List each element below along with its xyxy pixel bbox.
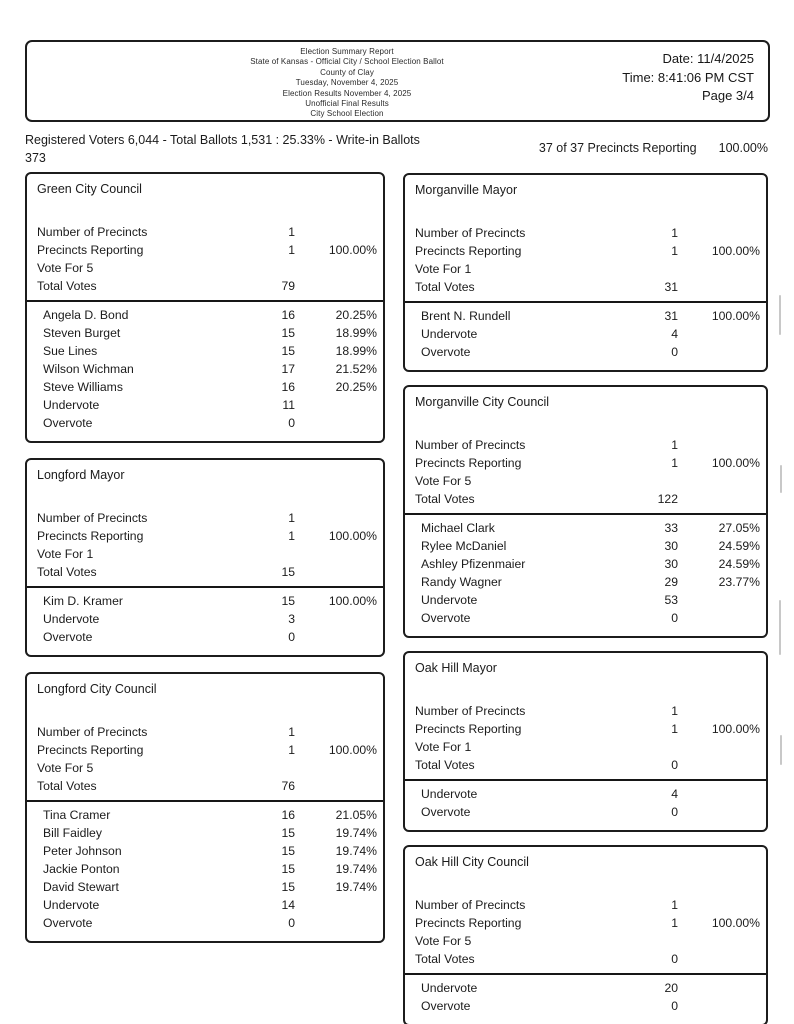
row-percent-value: 20.25% [335,380,377,394]
row-votes-value: 1 [671,456,678,470]
result-name: Undervote [43,898,100,912]
row-percent-value [678,950,760,968]
registered-voters-line: Registered Voters 6,044 - Total Ballots 1,531 : 25.33% - Write-in Ballots [25,133,420,147]
row-votes-value: 16 [281,808,295,822]
stat-row-number-of-precincts [27,223,383,241]
stat-row-precincts-reporting [27,241,383,259]
result-name: Undervote [421,593,478,607]
result-row [27,414,383,432]
contest-stats [405,702,766,774]
contest-box [25,172,385,443]
result-row [405,519,766,537]
result-row [27,306,383,324]
row-votes-value: 0 [671,758,678,772]
contest-stats [27,723,383,795]
contest-results [27,300,383,432]
stat-row-precincts-reporting [27,527,383,545]
stat-row-precincts-reporting [405,720,766,738]
contest-box [25,458,385,657]
row-percent-value: 27.05% [718,521,760,535]
stat-label: Number of Precincts [415,438,526,452]
row-votes-value: 15 [281,594,295,608]
stat-label: Precincts Reporting [415,244,522,258]
stat-row-vote-for [27,545,383,563]
stat-row-total-votes [27,563,383,581]
stat-label: Number of Precincts [37,725,148,739]
row-percent-value [295,610,377,628]
row-votes-value: 0 [288,916,295,930]
row-votes-value: 79 [281,279,295,293]
contest-title: Morganville City Council [415,395,550,409]
writein-ballots-count: 373 [25,151,46,165]
contest-stats [405,436,766,508]
contest-results [405,779,766,821]
row-percent-value: 100.00% [711,722,760,736]
contest-stats [405,224,766,296]
row-percent-value [678,785,760,803]
stat-label: Vote For 5 [37,761,94,775]
stat-row-total-votes [27,777,383,795]
precincts-reporting-text: 37 of 37 Precincts Reporting [538,141,697,155]
report-header-meta [622,50,754,106]
row-percent-value [678,803,760,821]
result-name: Undervote [43,398,100,412]
result-row [27,914,383,932]
result-row [405,343,766,361]
result-name: Steven Burget [43,326,121,340]
stat-row-vote-for [27,759,383,777]
row-percent-value: 19.74% [335,826,377,840]
row-votes-value: 1 [671,226,678,240]
contest-stats [27,509,383,581]
row-votes-value: 1 [288,743,295,757]
row-percent-value [295,509,377,527]
row-percent-value: 19.74% [335,844,377,858]
result-name: Rylee McDaniel [421,539,507,553]
row-percent-value [678,756,760,774]
row-votes-value: 122 [657,492,678,506]
row-percent-value [295,896,377,914]
row-percent-value: 24.59% [718,539,760,553]
row-percent-value [678,702,760,720]
stat-label: Precincts Reporting [37,529,144,543]
row-percent-value: 100.00% [328,243,377,257]
stat-row-total-votes [405,278,766,296]
result-name: Overvote [43,916,93,930]
row-votes-value: 1 [288,511,295,525]
contest-title: Longford City Council [37,682,157,696]
result-row [405,803,766,821]
result-name: Overvote [421,805,471,819]
row-percent-value [295,759,377,777]
result-row [27,806,383,824]
stat-row-vote-for [405,260,766,278]
result-name: Ashley Pfizenmaier [421,557,526,571]
contest-box [403,651,768,832]
row-percent-value: 19.74% [335,880,377,894]
stat-label: Total Votes [37,779,97,793]
registered-voters-summary [25,131,485,167]
result-name: David Stewart [43,880,119,894]
stat-label: Precincts Reporting [415,722,522,736]
row-votes-value [623,472,678,490]
contest-title: Longford Mayor [37,468,125,482]
report-header-line: Election Summary Report [300,47,394,56]
row-votes-value: 15 [281,565,295,579]
result-name: Steve Williams [43,380,123,394]
contest-box [25,672,385,943]
row-percent-value [678,490,760,508]
row-percent-value [295,563,377,581]
result-name: Brent N. Rundell [421,309,511,323]
row-votes-value: 20 [664,981,678,995]
result-name: Undervote [421,327,478,341]
row-votes-value: 15 [281,344,295,358]
contest-title: Oak Hill Mayor [415,661,497,675]
row-percent-value: 100.00% [711,456,760,470]
row-votes-value: 0 [288,416,295,430]
row-percent-value: 100.00% [328,594,377,608]
scan-artifact [780,735,782,765]
row-votes-value: 17 [281,362,295,376]
row-percent-value [678,278,760,296]
row-votes-value: 1 [288,725,295,739]
stat-row-vote-for [27,259,383,277]
row-votes-value: 1 [288,243,295,257]
contest-stats [405,896,766,968]
row-votes-value: 1 [671,704,678,718]
report-date: Date: 11/4/2025 [662,51,754,66]
result-name: Overvote [421,345,471,359]
stat-row-total-votes [405,950,766,968]
stat-label: Vote For 1 [37,547,94,561]
stat-row-number-of-precincts [27,723,383,741]
row-percent-value [295,414,377,432]
row-percent-value [678,979,760,997]
stat-row-number-of-precincts [27,509,383,527]
row-votes-value: 15 [281,326,295,340]
result-name: Overvote [421,999,471,1013]
row-percent-value [295,914,377,932]
scan-artifact [780,465,782,493]
contest-results [405,513,766,627]
result-name: Kim D. Kramer [43,594,123,608]
contest-box [403,385,768,638]
row-percent-value: 18.99% [335,344,377,358]
stat-label: Vote For 5 [415,934,472,948]
stat-row-number-of-precincts [405,224,766,242]
stat-label: Precincts Reporting [37,743,144,757]
report-page-number: Page 3/4 [701,88,754,103]
row-percent-value: 100.00% [328,529,377,543]
row-votes-value [240,759,295,777]
stat-row-precincts-reporting [405,914,766,932]
result-row [405,785,766,803]
scan-artifact [779,295,781,335]
result-name: Overvote [421,611,471,625]
contest-results [27,586,383,646]
stat-label: Total Votes [415,492,475,506]
row-votes-value: 31 [664,309,678,323]
row-votes-value: 1 [671,916,678,930]
result-row [27,396,383,414]
row-percent-value: 19.74% [335,862,377,876]
stat-label: Number of Precincts [37,511,148,525]
row-percent-value: 100.00% [711,244,760,258]
result-row [405,979,766,997]
row-votes-value: 0 [671,952,678,966]
result-name: Jackie Ponton [43,862,120,876]
result-name: Sue Lines [43,344,98,358]
result-row [405,537,766,555]
result-name: Tina Cramer [43,808,111,822]
result-name: Undervote [43,612,100,626]
report-header-line: State of Kansas - Official City / School Election Ballot [250,57,444,67]
row-votes-value: 3 [288,612,295,626]
result-row [27,628,383,646]
row-percent-value: 21.05% [335,808,377,822]
result-row [405,307,766,325]
row-votes-value [240,259,295,277]
row-percent-value [295,259,377,277]
result-name: Wilson Wichman [43,362,134,376]
row-percent-value [678,738,760,756]
stat-label: Number of Precincts [415,898,526,912]
result-row [27,342,383,360]
result-name: Undervote [421,981,478,995]
stat-label: Total Votes [415,280,475,294]
row-votes-value: 31 [664,280,678,294]
contest-title: Oak Hill City Council [415,855,529,869]
contest-results [405,973,766,1015]
row-percent-value: 23.77% [718,575,760,589]
stat-label: Total Votes [415,952,475,966]
result-row [27,878,383,896]
row-votes-value: 15 [281,844,295,858]
row-votes-value: 0 [671,999,678,1013]
row-votes-value: 4 [671,787,678,801]
contest-title: Green City Council [37,182,142,196]
contest-column-right [403,173,768,1024]
result-name: Bill Faidley [43,826,102,840]
row-percent-value [295,777,377,795]
row-votes-value [623,260,678,278]
stat-label: Number of Precincts [415,704,526,718]
row-votes-value: 0 [671,345,678,359]
stat-label: Precincts Reporting [415,456,522,470]
result-row [405,573,766,591]
report-header-line: City School Election [310,109,384,119]
report-header-line: Election Results November 4, 2025 [282,88,412,98]
stat-label: Number of Precincts [37,225,148,239]
row-percent-value [678,325,760,343]
row-percent-value: 20.25% [335,308,377,322]
stat-row-vote-for [405,472,766,490]
result-name: Michael Clark [421,521,495,535]
stat-label: Number of Precincts [415,226,526,240]
result-name: Randy Wagner [421,575,502,589]
row-percent-value [295,628,377,646]
result-row [27,592,383,610]
row-percent-value [678,591,760,609]
row-votes-value [240,545,295,563]
contest-box [403,845,768,1024]
report-header-box [25,40,770,122]
row-percent-value [678,609,760,627]
result-row [405,609,766,627]
result-row [405,325,766,343]
contest-stats [27,223,383,295]
stat-label: Total Votes [415,758,475,772]
precincts-reporting-percent: 100.00% [718,141,768,155]
stat-row-number-of-precincts [405,436,766,454]
row-votes-value: 15 [281,862,295,876]
result-row [27,378,383,396]
row-votes-value: 30 [664,557,678,571]
row-percent-value [678,896,760,914]
precincts-reporting-summary [539,141,768,155]
row-votes-value: 1 [671,722,678,736]
row-votes-value: 1 [671,438,678,452]
row-votes-value: 1 [288,529,295,543]
contest-results [405,301,766,361]
row-percent-value [678,343,760,361]
contest-title: Morganville Mayor [415,183,518,197]
stat-label: Precincts Reporting [37,243,144,257]
row-votes-value: 1 [671,898,678,912]
row-votes-value: 30 [664,539,678,553]
row-percent-value [295,396,377,414]
row-votes-value: 11 [282,398,295,412]
stat-row-precincts-reporting [405,454,766,472]
result-row [405,997,766,1015]
row-percent-value [295,723,377,741]
result-name: Angela D. Bond [43,308,129,322]
result-row [27,824,383,842]
stat-row-precincts-reporting [405,242,766,260]
stat-label: Total Votes [37,565,97,579]
scan-artifact [779,600,781,655]
row-votes-value: 14 [281,898,295,912]
stat-label: Vote For 1 [415,262,472,276]
row-votes-value: 29 [664,575,678,589]
row-percent-value: 18.99% [335,326,377,340]
result-row [27,610,383,628]
row-votes-value [623,932,678,950]
report-header-line: Unofficial Final Results [305,99,389,109]
row-votes-value: 0 [288,630,295,644]
result-row [27,842,383,860]
row-votes-value: 15 [281,880,295,894]
row-percent-value [678,932,760,950]
row-votes-value: 1 [671,244,678,258]
result-name: Overvote [43,630,93,644]
row-votes-value: 15 [281,826,295,840]
report-time: Time: 8:41:06 PM CST [622,69,754,85]
result-name: Overvote [43,416,93,430]
contest-box [403,173,768,372]
stat-row-number-of-precincts [405,702,766,720]
result-row [405,591,766,609]
contest-column-left [25,172,385,1024]
row-percent-value [295,223,377,241]
stat-label: Precincts Reporting [415,916,522,930]
row-percent-value [678,436,760,454]
row-votes-value: 16 [281,380,295,394]
result-row [27,896,383,914]
report-header-line: County of Clay [320,67,374,77]
row-percent-value: 100.00% [711,309,760,323]
row-percent-value [295,545,377,563]
row-votes-value: 0 [671,611,678,625]
stat-label: Vote For 5 [37,261,94,275]
result-name: Undervote [421,787,478,801]
row-votes-value: 1 [288,225,295,239]
stat-label: Vote For 1 [415,740,472,754]
report-header-line: Tuesday, November 4, 2025 [295,78,399,88]
stat-row-precincts-reporting [27,741,383,759]
result-row [405,555,766,573]
result-row [27,860,383,878]
row-percent-value [678,472,760,490]
row-percent-value [295,277,377,295]
row-percent-value: 100.00% [328,743,377,757]
result-row [27,360,383,378]
stat-row-number-of-precincts [405,896,766,914]
row-votes-value: 4 [671,327,678,341]
stat-row-vote-for [405,932,766,950]
row-votes-value: 76 [281,779,295,793]
row-votes-value [623,738,678,756]
stat-row-total-votes [27,277,383,295]
row-votes-value: 53 [664,593,678,607]
row-votes-value: 0 [671,805,678,819]
row-percent-value: 100.00% [711,916,760,930]
contest-results [27,800,383,932]
row-votes-value: 16 [281,308,295,322]
stat-row-total-votes [405,490,766,508]
stat-row-vote-for [405,738,766,756]
row-percent-value: 21.52% [335,362,377,376]
row-percent-value [678,224,760,242]
row-votes-value: 33 [664,521,678,535]
stat-row-total-votes [405,756,766,774]
stat-label: Total Votes [37,279,97,293]
report-header-title-block [47,47,647,120]
result-name: Peter Johnson [43,844,122,858]
contest-columns [25,172,769,1024]
row-percent-value: 24.59% [718,557,760,571]
row-percent-value [678,260,760,278]
row-percent-value [678,997,760,1015]
result-row [27,324,383,342]
stat-label: Vote For 5 [415,474,472,488]
